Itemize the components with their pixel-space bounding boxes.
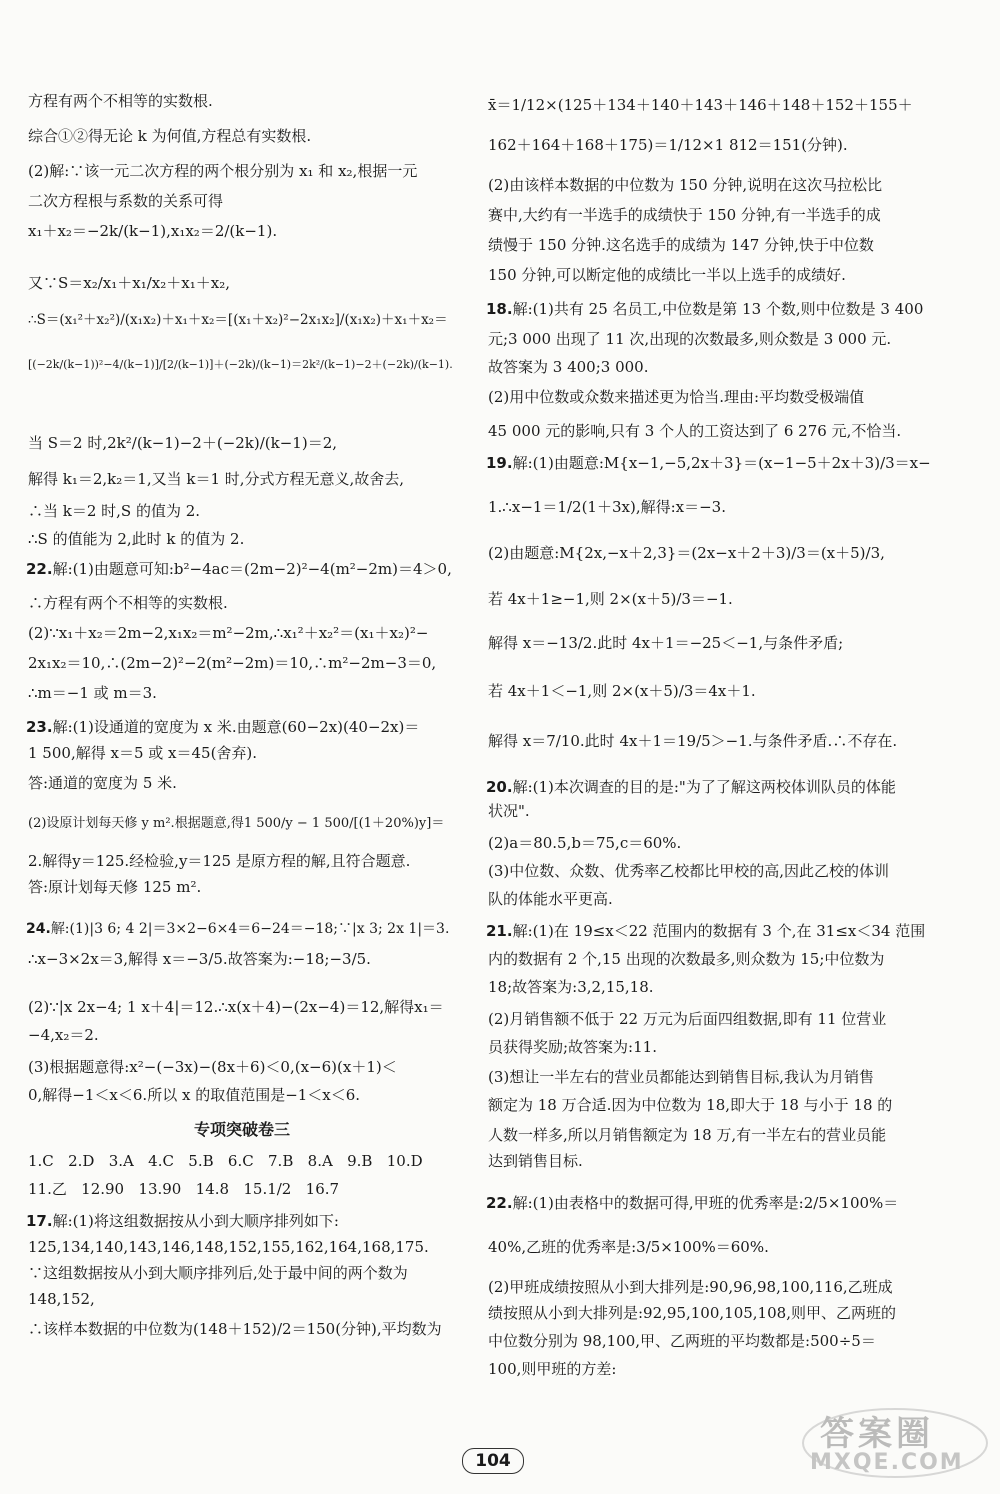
line-text: 二次方程根与系数的关系可得	[28, 192, 224, 210]
text-line	[486, 98, 974, 113]
line-text: 元;3 000 出现了 11 次,出现的次数最多,则众数是 3 000 元.	[488, 330, 892, 348]
line-text: (2)月销售额不低于 22 万元为后面四组数据,即有 11 位营业	[488, 1010, 887, 1028]
text-line	[486, 1334, 974, 1349]
text-line	[26, 532, 458, 547]
text-line	[486, 1012, 974, 1027]
line-text: (2)由题意:M{2x,−x＋2,3}＝(2x−x＋2＋3)/3＝(x＋5)/3,	[488, 544, 885, 562]
text-line	[26, 276, 458, 291]
text-line	[26, 1182, 458, 1197]
line-text: 解:(1)由题意可知:b²−4ac＝(2m−2)²−4(m²−2m)＝4＞0,	[52, 560, 452, 578]
line-text: 答:通道的宽度为 5 米.	[28, 774, 177, 792]
line-text: 若 4x＋1＜−1,则 2×(x＋5)/3＝4x＋1.	[488, 682, 756, 700]
line-text: 中位数分别为 98,100,甲、乙两班的平均数都是:500÷5＝	[488, 1332, 876, 1350]
line-text: 2x₁x₂＝10,∴(2m−2)²−2(m²−2m)＝10,∴m²−2m−3＝0,	[28, 654, 437, 672]
text-line	[486, 980, 974, 995]
text-line	[26, 94, 458, 109]
line-text: (2)设原计划每天修 y m².根据题意,得1 500/y − 1 500/[(1＋20%)y]＝	[28, 816, 445, 831]
line-text: ∴m＝−1 或 m＝3.	[28, 684, 157, 702]
text-line	[486, 1070, 974, 1085]
text-line	[26, 1322, 458, 1337]
question-number: 20.	[486, 778, 513, 796]
text-line	[26, 1000, 458, 1015]
line-text: [(−2k/(k−1))²−4/(k−1)]/[2/(k−1)]＋(−2k)/(k−1)＝2k²/(k−1)−2＋(−2k)/(k−1).	[28, 358, 453, 371]
line-text: 额定为 18 万合适.因为中位数为 18,即大于 18 与小于 18 的	[488, 1096, 893, 1114]
page-number-ring	[462, 1448, 524, 1474]
line-text: 45 000 元的影响,只有 3 个人的工资达到了 6 276 元,不恰当.	[488, 422, 902, 440]
text-line	[26, 776, 458, 791]
text-line	[26, 194, 458, 209]
line-text: 方程有两个不相等的实数根.	[28, 92, 213, 110]
line-text: (2)用中位数或众数来描述更为恰当.理由:平均数受极端值	[488, 388, 865, 406]
section-heading: 专项突破卷三	[193, 1120, 290, 1139]
line-text: 40%,乙班的优秀率是:3/5×100%＝60%.	[488, 1238, 769, 1256]
line-text: 18;故答案为:3,2,15,18.	[488, 978, 654, 996]
text-line	[26, 686, 458, 701]
line-text: x₁＋x₂＝−2k/(k−1),x₁x₂＝2/(k−1).	[28, 222, 278, 240]
line-text: 解:(1)在 19≤x＜22 范围内的数据有 3 个,在 31≤x＜34 范围	[512, 922, 926, 940]
text-line	[26, 656, 458, 671]
text-line	[486, 1128, 974, 1143]
line-text: 若 4x＋1≥−1,则 2×(x＋5)/3＝−1.	[488, 590, 733, 608]
watermark-logo	[800, 1406, 990, 1480]
question-number: 18.	[486, 300, 513, 318]
text-line	[26, 164, 458, 179]
line-text: 解:(1)设通道的宽度为 x 米.由题意(60−2x)(40−2x)＝	[52, 718, 420, 736]
text-line	[486, 1362, 974, 1377]
text-line	[486, 302, 974, 317]
line-text: 又∵S＝x₂/x₁＋x₁/x₂＋x₁＋x₂,	[28, 274, 230, 292]
line-text: 100,则甲班的方差:	[488, 1360, 617, 1378]
line-text: 绩按照从小到大排列是:92,95,100,105,108,则甲、乙两班的	[488, 1304, 896, 1322]
line-text: 解得 x＝−13/2.此时 4x＋1＝−25＜−1,与条件矛盾;	[488, 634, 844, 652]
line-text: 解得 x＝7/10.此时 4x＋1＝19/5＞−1.与条件矛盾.∴不存在.	[488, 732, 898, 750]
line-text: 解:(1)|3 6; 4 2|＝3×2−6×4＝6−24＝−18;∵|x 3; 2x 1|＝3.	[50, 921, 450, 937]
line-text: (3)根据题意得:x²−(−3x)−(8x＋6)＜0,(x−6)(x＋1)＜	[28, 1058, 397, 1076]
line-text: 当 S＝2 时,2k²/(k−1)−2＋(−2k)/(k−1)＝2,	[28, 434, 338, 452]
text-line	[26, 1154, 458, 1169]
text-line	[486, 456, 974, 471]
line-text: 125,134,140,143,146,148,152,155,162,164,168,175.	[28, 1238, 429, 1256]
text-line	[486, 836, 974, 851]
line-text: 员获得奖励;故答案为:11.	[488, 1038, 657, 1056]
question-number: 22.	[486, 1194, 513, 1212]
line-text: x̄＝1/12×(125＋134＋140＋143＋146＋148＋152＋155＋	[488, 96, 913, 114]
question-number: 19.	[486, 454, 513, 472]
watermark-bottom-text: MXQE.COM	[810, 1450, 964, 1475]
text-line	[26, 224, 458, 239]
text-line	[486, 208, 974, 223]
text-line	[26, 817, 458, 830]
text-line	[486, 1306, 974, 1321]
line-text: 150 分钟,可以断定他的成绩比一半以上选手的成绩好.	[488, 266, 846, 284]
text-line	[486, 238, 974, 253]
line-text: (2)甲班成绩按照从小到大排列是:90,96,98,100,116,乙班成	[488, 1278, 893, 1296]
text-line	[486, 1240, 974, 1255]
line-text: 故答案为 3 400;3 000.	[488, 358, 649, 376]
text-line	[26, 720, 458, 735]
text-line	[486, 424, 974, 439]
text-line	[486, 268, 974, 283]
line-text: 解:(1)本次调查的目的是:"为了了解这两校体训队员的体能	[512, 778, 896, 796]
line-text: (2)∵x₁＋x₂＝2m−2,x₁x₂＝m²−2m,∴x₁²＋x₂²＝(x₁＋x₂)²−	[28, 624, 429, 642]
page-number	[462, 1448, 524, 1474]
text-line	[486, 684, 974, 699]
line-text: 解:(1)由表格中的数据可得,甲班的优秀率是:2/5×100%＝	[512, 1194, 899, 1212]
line-text: (3)中位数、众数、优秀率乙校都比甲校的高,因此乙校的体训	[488, 862, 890, 880]
text-line	[26, 562, 458, 577]
text-line	[26, 129, 458, 144]
text-line	[486, 1154, 974, 1169]
text-line	[486, 804, 974, 819]
line-text: 162＋164＋168＋175)＝1/12×1 812＝151(分钟).	[488, 136, 848, 154]
line-text: 内的数据有 2 个,15 出现的次数最多,则众数为 15;中位数为	[488, 950, 885, 968]
line-text: 状况".	[488, 802, 530, 820]
text-line	[26, 436, 458, 451]
line-text: 解:(1)将这组数据按从小到大顺序排列如下:	[52, 1212, 339, 1230]
text-line	[486, 1196, 974, 1211]
line-text: ∴x−3×2x＝3,解得 x＝−3/5.故答案为:−18;−3/5.	[28, 950, 371, 968]
text-line	[26, 854, 458, 869]
text-line	[26, 1088, 458, 1103]
line-text: 人数一样多,所以月销售额定为 18 万,有一半左右的营业员能	[488, 1126, 887, 1144]
line-text: 1.∴x−1＝1/2(1＋3x),解得:x＝−3.	[488, 498, 726, 516]
text-line	[26, 1266, 458, 1281]
text-line	[486, 546, 974, 561]
line-text: ∴方程有两个不相等的实数根.	[28, 594, 228, 612]
text-line	[26, 626, 458, 641]
line-text: 0,解得−1＜x＜6.所以 x 的取值范围是−1＜x＜6.	[28, 1086, 361, 1104]
text-line	[26, 314, 458, 328]
line-text: 答:原计划每天修 125 m².	[28, 878, 202, 896]
page-number-text: 104	[475, 1451, 511, 1471]
text-line	[486, 390, 974, 405]
text-line	[26, 1292, 458, 1307]
line-text: (3)想让一半左右的营业员都能达到销售目标,我认为月销售	[488, 1068, 875, 1086]
line-text: ∴S＝(x₁²＋x₂²)/(x₁x₂)＋x₁＋x₂＝[(x₁＋x₂)²−2x₁x₂]/(x₁x₂)＋x₁＋x₂＝	[28, 312, 448, 328]
line-text: (2)∵|x 2x−4; 1 x＋4|＝12.∴x(x＋4)−(2x−4)＝12,解得x₁＝	[28, 998, 444, 1016]
line-text: (2)解:∵该一元二次方程的两个根分别为 x₁ 和 x₂,根据一元	[28, 162, 418, 180]
line-text: (2)a＝80.5,b＝75,c＝60%.	[488, 834, 682, 852]
line-text: 148,152,	[28, 1290, 95, 1308]
line-text: 1.C 2.D 3.A 4.C 5.B 6.C 7.B 8.A 9.B 10.D	[28, 1152, 423, 1170]
text-line	[486, 952, 974, 967]
text-line	[26, 880, 458, 895]
text-line	[486, 592, 974, 607]
text-line	[486, 892, 974, 907]
line-text: 队的体能水平更高.	[488, 890, 613, 908]
text-line	[486, 360, 974, 375]
text-line	[26, 952, 458, 967]
text-line	[486, 780, 974, 795]
text-line	[486, 1040, 974, 1055]
line-text: 1 500,解得 x＝5 或 x＝45(舍弃).	[28, 744, 258, 762]
text-line	[26, 1240, 458, 1255]
text-line	[486, 1098, 974, 1113]
text-line	[486, 924, 974, 939]
line-text: −4,x₂＝2.	[28, 1026, 99, 1044]
line-text: 赛中,大约有一半选手的成绩快于 150 分钟,有一半选手的成	[488, 206, 881, 224]
question-number: 22.	[26, 560, 53, 578]
text-line	[486, 636, 974, 651]
text-line	[486, 500, 974, 515]
line-text: 达到销售目标.	[488, 1152, 583, 1170]
text-line	[486, 1280, 974, 1295]
line-text: 解:(1)共有 25 名员工,中位数是第 13 个数,则中位数是 3 400	[512, 300, 924, 318]
text-line	[486, 178, 974, 193]
question-number: 17.	[26, 1212, 53, 1230]
text-line	[26, 359, 458, 370]
line-text: ∴S 的值能为 2,此时 k 的值为 2.	[28, 530, 245, 548]
text-line	[26, 1028, 458, 1043]
text-line	[486, 734, 974, 749]
line-text: 2.解得y＝125.经检验,y＝125 是原方程的解,且符合题意.	[28, 852, 411, 870]
line-text: ∴当 k＝2 时,S 的值为 2.	[28, 502, 201, 520]
line-text: 绩慢于 150 分钟.这名选手的成绩为 147 分钟,快于中位数	[488, 236, 874, 254]
text-line	[26, 1060, 458, 1075]
line-text: ∵这组数据按从小到大顺序排列后,处于最中间的两个数为	[28, 1264, 408, 1282]
question-number: 24.	[26, 921, 51, 937]
text-line	[26, 922, 458, 936]
text-line	[26, 504, 458, 519]
text-line	[26, 596, 458, 611]
text-line	[26, 1214, 458, 1229]
line-text: 解得 k₁＝2,k₂＝1,又当 k＝1 时,分式方程无意义,故舍去,	[28, 470, 405, 488]
line-text: ∴该样本数据的中位数为(148＋152)/2＝150(分钟),平均数为	[28, 1320, 442, 1338]
line-text: (2)由该样本数据的中位数为 150 分钟,说明在这次马拉松比	[488, 176, 883, 194]
text-line	[26, 472, 458, 487]
text-line	[486, 864, 974, 879]
line-text: 解:(1)由题意:M{x−1,−5,2x＋3}＝(x−1−5＋2x＋3)/3＝x−	[512, 454, 931, 472]
line-text: 11.乙 12.90 13.90 14.8 15.1/2 16.7	[28, 1180, 340, 1198]
watermark-top-text: 答案圈	[820, 1414, 934, 1454]
line-text: 综合①②得无论 k 为何值,方程总有实数根.	[28, 127, 312, 145]
text-line	[486, 332, 974, 347]
question-number: 21.	[486, 922, 513, 940]
text-line	[26, 746, 458, 761]
text-line	[486, 138, 974, 153]
question-number: 23.	[26, 718, 53, 736]
